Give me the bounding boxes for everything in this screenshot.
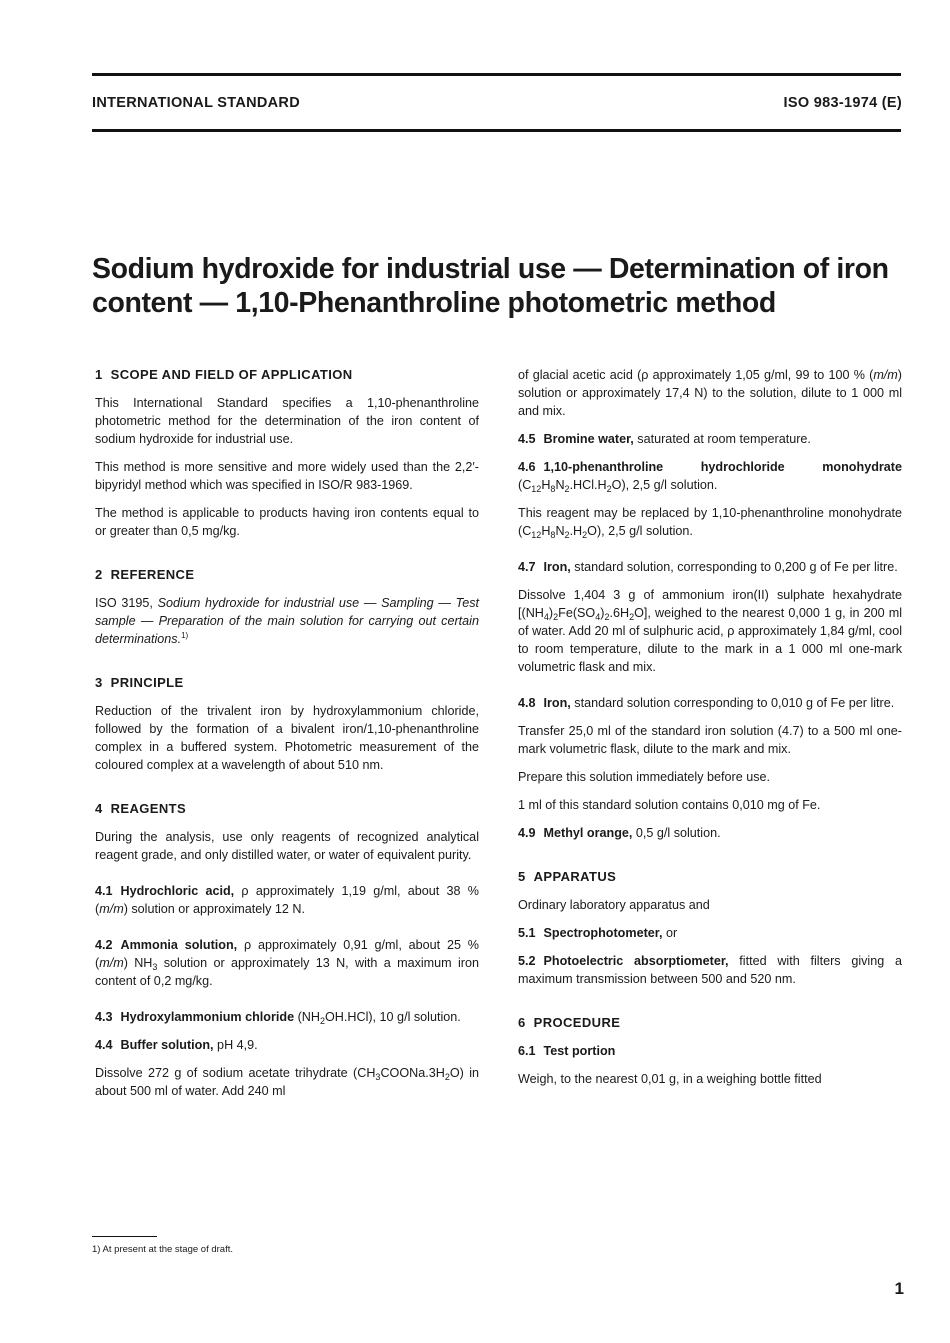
section-1-paragraph-3: The method is applicable to products having iron contents equal to or greater than 0,5 mg/kg.	[95, 506, 479, 538]
page-number: 1	[894, 1279, 904, 1298]
section-1-paragraph-1: This International Standard specifies a 1,10-phenanthroline photometric method for the determination of the iron content of sodium hydroxide for industrial use.	[95, 396, 479, 446]
header-rule-top	[92, 73, 901, 76]
right-column	[518, 366, 902, 1088]
section-2-heading: 2 REFERENCE	[95, 567, 195, 582]
clause-4-9: 4.9 Methyl orange, 0,5 g/l solution.	[518, 826, 721, 840]
clause-4-8-paragraph-2: Prepare this solution immediately before use.	[518, 770, 771, 784]
clause-4-6-alternative: This reagent may be replaced by 1,10-phenanthroline monohydrate $(C_{12}H_8N_2.H_2O)$, 2,5 g/l solution.	[518, 506, 902, 540]
document-type-label: INTERNATIONAL STANDARD	[92, 95, 300, 111]
footnote-rule	[92, 1236, 157, 1237]
clause-4-8-paragraph-1: Transfer 25,0 ml of the standard iron solution (4.7) to a 500 ml one-mark volumetric flask, dilute to the mark and mix.	[518, 724, 902, 756]
section-5-heading: 5 APPARATUS	[518, 869, 617, 884]
clause-4-7-procedure: Dissolve 1,404 3 g of ammonium iron(II) sulphate hexahydrate $[(NH_4)_2Fe(SO_4)_2.6H_2O]$, weighed to the nearest 0,000 1 g, in 200 ml of water. Add 20 ml of sulphuric acid, ρ approximately 1,84 g/ml, cool to room temperature, dilute to the mark in a 1 000 ml one-mark volumetric flask and mix.	[518, 588, 902, 674]
reference-entry: ISO 3195, Sodium hydroxide for industrial use — Sampling — Test sample — Preparation of the main solution for carrying out certain determinations.$^{1)}$	[95, 596, 479, 646]
clause-5-2: 5.2 Photoelectric absorptiometer, fitted with filters giving a maximum transmission between 500 and 520 nm.	[518, 954, 902, 986]
section-4-intro: During the analysis, use only reagents of recognized analytical reagent grade, and only distilled water, or water of equivalent purity.	[95, 830, 479, 862]
section-4-heading: 4 REAGENTS	[95, 801, 187, 816]
section-5-intro: Ordinary laboratory apparatus and	[518, 898, 710, 912]
footnote-marker: 1)	[181, 631, 189, 640]
clause-4-2: 4.2 Ammonia solution, ρ approximately 0,91 g/ml, about 25 % (m/m) $NH_3$ solution or approximately 13 N, with a maximum iron content of 0,2 mg/kg.	[95, 938, 480, 988]
title-line-2: content — 1,10-Phenanthroline photometric method	[92, 287, 776, 319]
section-3-paragraph: Reduction of the trivalent iron by hydroxylammonium chloride, followed by the formation of a bivalent iron/1,10-phenanthroline complex in a buffered system. Photometric measurement of the coloured complex at a wavelength of about 510 nm.	[95, 704, 479, 772]
clause-4-1: 4.1 Hydrochloric acid, ρ approximately 1,19 g/ml, about 38 % (m/m) solution or approximately 12 N.	[95, 884, 479, 916]
section-1-paragraph-2: This method is more sensitive and more widely used than the 2,2′-bipyridyl method which was specified in ISO/R 983-1969.	[95, 460, 479, 492]
clause-4-4-procedure: Dissolve 272 g of sodium acetate trihydrate $(CH_3COONa.3H_2O)$ in about 500 ml of water. Add 240 ml	[95, 1066, 479, 1098]
clause-6-1-heading: 6.1 Test portion	[518, 1044, 616, 1058]
clause-4-3: 4.3 Hydroxylammonium chloride $(NH_2OH.HCl)$, 10 g/l solution.	[95, 1010, 461, 1026]
clause-4-6: 4.6 1,10-phenanthroline hydrochloride monohydrate $(C_{12}H_8N_2.HCl.H_2O)$, 2,5 g/l solution.	[518, 460, 902, 494]
standard-number: ISO 983-1974 (E)	[783, 95, 902, 111]
document-title	[92, 252, 912, 320]
clause-4-4-continued: of glacial acetic acid (ρ approximately 1,05 g/ml, 99 to 100 % (m/m) solution or approximately 17,4 N) to the solution, dilute to 1 000 ml and mix.	[518, 368, 902, 418]
left-column	[95, 366, 479, 1100]
clause-4-4: 4.4 Buffer solution, pH 4,9.	[95, 1038, 258, 1052]
clause-4-8: 4.8 Iron, standard solution corresponding to 0,010 g of Fe per litre.	[518, 696, 895, 710]
clause-6-1-paragraph: Weigh, to the nearest 0,01 g, in a weighing bottle fitted	[518, 1072, 822, 1086]
clause-4-8-paragraph-3: 1 ml of this standard solution contains 0,010 mg of Fe.	[518, 798, 821, 812]
header-rule-bottom	[92, 129, 901, 132]
clause-4-5: 4.5 Bromine water, saturated at room temperature.	[518, 432, 811, 446]
title-line-1: Sodium hydroxide for industrial use — Determination of iron	[92, 253, 889, 285]
section-3-heading: 3 PRINCIPLE	[95, 675, 184, 690]
section-1-heading: 1 SCOPE AND FIELD OF APPLICATION	[95, 367, 353, 382]
clause-4-7: 4.7 Iron, standard solution, corresponding to 0,200 g of Fe per litre.	[518, 560, 898, 574]
clause-5-1: 5.1 Spectrophotometer, or	[518, 926, 678, 940]
section-6-heading: 6 PROCEDURE	[518, 1015, 621, 1030]
footnote: 1) At present at the stage of draft.	[92, 1244, 234, 1255]
reference-title: Sodium hydroxide for industrial use — Sampling — Test sample — Preparation of the main solution for carrying out certain determinations.	[95, 596, 479, 646]
